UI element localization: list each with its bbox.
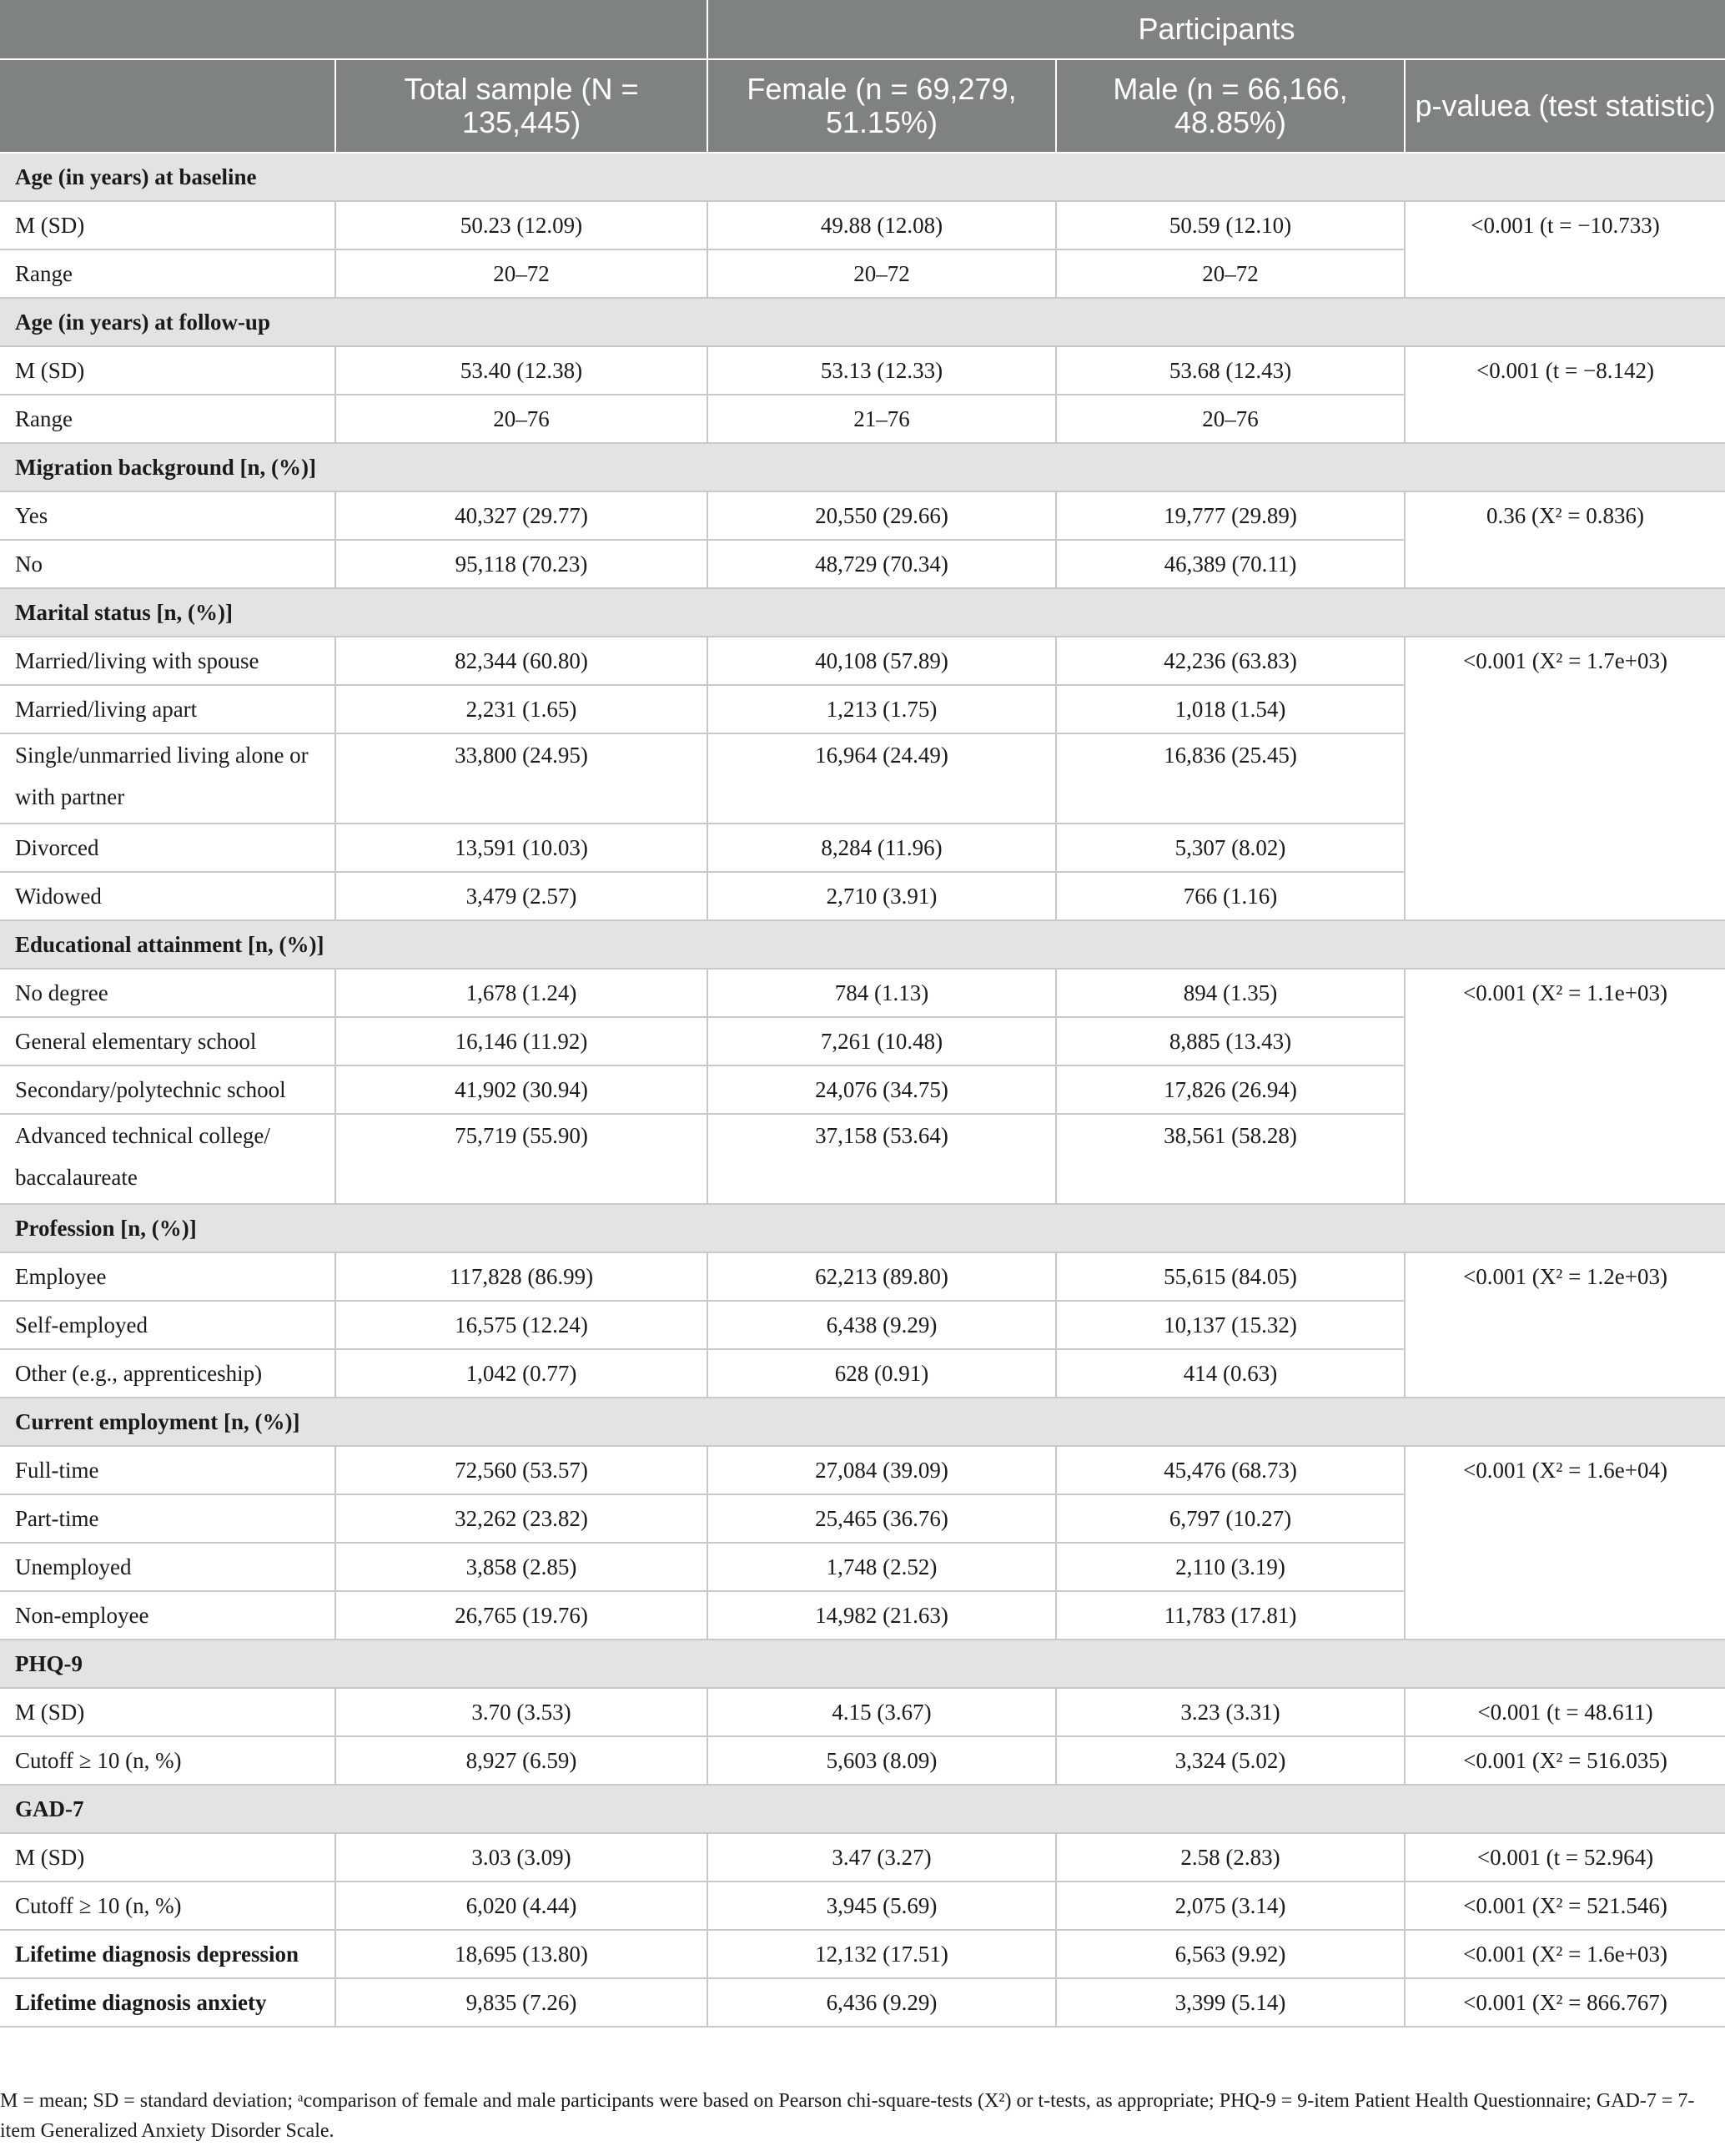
cell-total: 20–76 bbox=[335, 395, 707, 443]
table-row bbox=[0, 969, 1725, 1017]
cell-male: 6,563 (9.92) bbox=[1056, 1930, 1405, 1978]
cell-male: 414 (0.63) bbox=[1056, 1349, 1405, 1398]
table-body bbox=[0, 153, 1725, 2027]
cell-female: 3,945 (5.69) bbox=[707, 1881, 1056, 1930]
row-label: Unemployed bbox=[0, 1543, 335, 1591]
header-group-participants: Participants bbox=[707, 0, 1725, 59]
cell-male: 50.59 (12.10) bbox=[1056, 201, 1405, 249]
row-label: Secondary/polytechnic school bbox=[0, 1065, 335, 1114]
cell-female: 628 (0.91) bbox=[707, 1349, 1056, 1398]
cell-pvalue: <0.001 (X² = 521.546) bbox=[1405, 1881, 1725, 1930]
cell-male: 766 (1.16) bbox=[1056, 872, 1405, 920]
cell-female: 6,436 (9.29) bbox=[707, 1978, 1056, 2027]
row-label: Self-employed bbox=[0, 1301, 335, 1349]
cell-female: 21–76 bbox=[707, 395, 1056, 443]
header-col-label bbox=[0, 59, 335, 153]
cell-total: 6,020 (4.44) bbox=[335, 1881, 707, 1930]
cell-pvalue: <0.001 (X² = 516.035) bbox=[1405, 1736, 1725, 1785]
cell-male: 19,777 (29.89) bbox=[1056, 491, 1405, 540]
cell-male: 20–76 bbox=[1056, 395, 1405, 443]
cell-male: 45,476 (68.73) bbox=[1056, 1446, 1405, 1494]
row-label: Range bbox=[0, 249, 335, 298]
row-label: Cutoff ≥ 10 (n, %) bbox=[0, 1881, 335, 1930]
cell-female: 20–72 bbox=[707, 249, 1056, 298]
row-label: Cutoff ≥ 10 (n, %) bbox=[0, 1736, 335, 1785]
row-label: Married/living apart bbox=[0, 685, 335, 733]
header-col-male: Male (n = 66,166, 48.85%) bbox=[1056, 59, 1405, 153]
cell-female: 1,213 (1.75) bbox=[707, 685, 1056, 733]
section-title-phq9: PHQ-9 bbox=[0, 1640, 1725, 1688]
cell-male: 894 (1.35) bbox=[1056, 969, 1405, 1017]
table-row bbox=[0, 491, 1725, 540]
cell-female: 27,084 (39.09) bbox=[707, 1446, 1056, 1494]
cell-total: 32,262 (23.82) bbox=[335, 1494, 707, 1543]
cell-total: 16,575 (12.24) bbox=[335, 1301, 707, 1349]
row-label: Other (e.g., apprenticeship) bbox=[0, 1349, 335, 1398]
cell-male: 8,885 (13.43) bbox=[1056, 1017, 1405, 1065]
cell-female: 7,261 (10.48) bbox=[707, 1017, 1056, 1065]
table-row bbox=[0, 201, 1725, 249]
cell-total: 75,719 (55.90) bbox=[335, 1114, 707, 1204]
cell-male: 5,307 (8.02) bbox=[1056, 824, 1405, 872]
section-title-migration: Migration background [n, (%)] bbox=[0, 443, 1725, 491]
cell-total: 33,800 (24.95) bbox=[335, 733, 707, 824]
row-label: Single/unmarried living alone or with partner bbox=[0, 733, 335, 824]
cell-male: 16,836 (25.45) bbox=[1056, 733, 1405, 824]
cell-male: 10,137 (15.32) bbox=[1056, 1301, 1405, 1349]
cell-pvalue: <0.001 (X² = 866.767) bbox=[1405, 1978, 1725, 2027]
cell-pvalue: <0.001 (t = 52.964) bbox=[1405, 1833, 1725, 1881]
section-title-gad7: GAD-7 bbox=[0, 1785, 1725, 1833]
section-title-employment: Current employment [n, (%)] bbox=[0, 1398, 1725, 1446]
cell-total: 3.70 (3.53) bbox=[335, 1688, 707, 1736]
table-row bbox=[0, 1833, 1725, 1881]
cell-total: 117,828 (86.99) bbox=[335, 1252, 707, 1301]
cell-female: 37,158 (53.64) bbox=[707, 1114, 1056, 1204]
table-row bbox=[0, 637, 1725, 685]
cell-female: 53.13 (12.33) bbox=[707, 346, 1056, 395]
cell-male: 38,561 (58.28) bbox=[1056, 1114, 1405, 1204]
section-title-profession: Profession [n, (%)] bbox=[0, 1204, 1725, 1252]
cell-total: 95,118 (70.23) bbox=[335, 540, 707, 588]
table-row bbox=[0, 346, 1725, 395]
cell-female: 14,982 (21.63) bbox=[707, 1591, 1056, 1640]
cell-total: 1,678 (1.24) bbox=[335, 969, 707, 1017]
cell-pvalue: <0.001 (X² = 1.7e+03) bbox=[1405, 637, 1725, 920]
table-row bbox=[0, 1252, 1725, 1301]
cell-male: 3.23 (3.31) bbox=[1056, 1688, 1405, 1736]
cell-pvalue: <0.001 (t = 48.611) bbox=[1405, 1688, 1725, 1736]
cell-male: 53.68 (12.43) bbox=[1056, 346, 1405, 395]
cell-male: 2.58 (2.83) bbox=[1056, 1833, 1405, 1881]
cell-total: 3.03 (3.09) bbox=[335, 1833, 707, 1881]
section-title-age-baseline: Age (in years) at baseline bbox=[0, 153, 1725, 201]
section-header-row bbox=[0, 1398, 1725, 1446]
section-header-row bbox=[0, 298, 1725, 346]
table-footnote: M = mean; SD = standard deviation; ᵃcomparison of female and male participants were based on Pearson chi-square-tests (X²) or t-tests, as appropriate; PHQ-9 = 9-item Patient Health Questionnaire; GAD-7 = 7-item Generalized Anxiety Disorder Scale. bbox=[0, 2090, 1695, 2142]
section-title-age-followup: Age (in years) at follow-up bbox=[0, 298, 1725, 346]
cell-total: 16,146 (11.92) bbox=[335, 1017, 707, 1065]
cell-male: 6,797 (10.27) bbox=[1056, 1494, 1405, 1543]
cell-male: 2,075 (3.14) bbox=[1056, 1881, 1405, 1930]
section-title-marital: Marital status [n, (%)] bbox=[0, 588, 1725, 637]
section-header-row bbox=[0, 153, 1725, 201]
cell-female: 40,108 (57.89) bbox=[707, 637, 1056, 685]
cell-female: 1,748 (2.52) bbox=[707, 1543, 1056, 1591]
row-label: Lifetime diagnosis depression bbox=[0, 1930, 335, 1978]
cell-pvalue: <0.001 (X² = 1.6e+03) bbox=[1405, 1930, 1725, 1978]
cell-male: 2,110 (3.19) bbox=[1056, 1543, 1405, 1591]
row-label: Part-time bbox=[0, 1494, 335, 1543]
section-header-row bbox=[0, 588, 1725, 637]
cell-female: 62,213 (89.80) bbox=[707, 1252, 1056, 1301]
cell-male: 20–72 bbox=[1056, 249, 1405, 298]
cell-male: 42,236 (63.83) bbox=[1056, 637, 1405, 685]
cell-total: 3,479 (2.57) bbox=[335, 872, 707, 920]
cell-female: 5,603 (8.09) bbox=[707, 1736, 1056, 1785]
cell-male: 55,615 (84.05) bbox=[1056, 1252, 1405, 1301]
cell-female: 25,465 (36.76) bbox=[707, 1494, 1056, 1543]
cell-pvalue: <0.001 (X² = 1.1e+03) bbox=[1405, 969, 1725, 1204]
section-header-row bbox=[0, 443, 1725, 491]
cell-female: 6,438 (9.29) bbox=[707, 1301, 1056, 1349]
section-header-row bbox=[0, 920, 1725, 969]
cell-total: 82,344 (60.80) bbox=[335, 637, 707, 685]
cell-total: 20–72 bbox=[335, 249, 707, 298]
cell-total: 26,765 (19.76) bbox=[335, 1591, 707, 1640]
row-label: Full-time bbox=[0, 1446, 335, 1494]
cell-total: 9,835 (7.26) bbox=[335, 1978, 707, 2027]
header-col-total: Total sample (N = 135,445) bbox=[335, 59, 707, 153]
row-label: Advanced technical college/ baccalaureate bbox=[0, 1114, 335, 1204]
row-label: M (SD) bbox=[0, 201, 335, 249]
table-row bbox=[0, 1688, 1725, 1736]
row-label: Non-employee bbox=[0, 1591, 335, 1640]
row-label: Range bbox=[0, 395, 335, 443]
cell-male: 17,826 (26.94) bbox=[1056, 1065, 1405, 1114]
row-label: M (SD) bbox=[0, 346, 335, 395]
cell-female: 16,964 (24.49) bbox=[707, 733, 1056, 824]
table-header bbox=[0, 0, 1725, 153]
cell-total: 1,042 (0.77) bbox=[335, 1349, 707, 1398]
table-row bbox=[0, 1881, 1725, 1930]
cell-total: 13,591 (10.03) bbox=[335, 824, 707, 872]
cell-total: 40,327 (29.77) bbox=[335, 491, 707, 540]
cell-female: 2,710 (3.91) bbox=[707, 872, 1056, 920]
cell-male: 1,018 (1.54) bbox=[1056, 685, 1405, 733]
cell-female: 12,132 (17.51) bbox=[707, 1930, 1056, 1978]
section-title-education: Educational attainment [n, (%)] bbox=[0, 920, 1725, 969]
row-label: M (SD) bbox=[0, 1688, 335, 1736]
row-label: Yes bbox=[0, 491, 335, 540]
section-header-row bbox=[0, 1785, 1725, 1833]
cell-male: 3,399 (5.14) bbox=[1056, 1978, 1405, 2027]
cell-female: 49.88 (12.08) bbox=[707, 201, 1056, 249]
cell-total: 2,231 (1.65) bbox=[335, 685, 707, 733]
cell-female: 20,550 (29.66) bbox=[707, 491, 1056, 540]
cell-pvalue: <0.001 (t = −8.142) bbox=[1405, 346, 1725, 443]
cell-total: 53.40 (12.38) bbox=[335, 346, 707, 395]
header-blank bbox=[0, 0, 707, 59]
cell-total: 41,902 (30.94) bbox=[335, 1065, 707, 1114]
cell-female: 3.47 (3.27) bbox=[707, 1833, 1056, 1881]
section-header-row bbox=[0, 1204, 1725, 1252]
cell-total: 72,560 (53.57) bbox=[335, 1446, 707, 1494]
row-label: Widowed bbox=[0, 872, 335, 920]
cell-male: 46,389 (70.11) bbox=[1056, 540, 1405, 588]
cell-male: 11,783 (17.81) bbox=[1056, 1591, 1405, 1640]
section-header-row bbox=[0, 1640, 1725, 1688]
table-row bbox=[0, 1736, 1725, 1785]
table-row bbox=[0, 1978, 1725, 2027]
cell-total: 3,858 (2.85) bbox=[335, 1543, 707, 1591]
cell-pvalue: <0.001 (X² = 1.2e+03) bbox=[1405, 1252, 1725, 1398]
header-col-female: Female (n = 69,279, 51.15%) bbox=[707, 59, 1056, 153]
cell-female: 4.15 (3.67) bbox=[707, 1688, 1056, 1736]
cell-female: 24,076 (34.75) bbox=[707, 1065, 1056, 1114]
row-label: No bbox=[0, 540, 335, 588]
cell-pvalue: <0.001 (t = −10.733) bbox=[1405, 201, 1725, 298]
cell-total: 18,695 (13.80) bbox=[335, 1930, 707, 1978]
row-label: No degree bbox=[0, 969, 335, 1017]
table-row bbox=[0, 1446, 1725, 1494]
cell-pvalue: 0.36 (X² = 0.836) bbox=[1405, 491, 1725, 588]
cell-total: 8,927 (6.59) bbox=[335, 1736, 707, 1785]
cell-female: 48,729 (70.34) bbox=[707, 540, 1056, 588]
row-label: Married/living with spouse bbox=[0, 637, 335, 685]
header-col-pvalue: p-valuea (test statistic) bbox=[1405, 59, 1725, 153]
row-label: Employee bbox=[0, 1252, 335, 1301]
row-label: Divorced bbox=[0, 824, 335, 872]
cell-female: 784 (1.13) bbox=[707, 969, 1056, 1017]
row-label: M (SD) bbox=[0, 1833, 335, 1881]
row-label: Lifetime diagnosis anxiety bbox=[0, 1978, 335, 2027]
row-label: General elementary school bbox=[0, 1017, 335, 1065]
table-row bbox=[0, 1930, 1725, 1978]
cell-male: 3,324 (5.02) bbox=[1056, 1736, 1405, 1785]
cell-pvalue: <0.001 (X² = 1.6e+04) bbox=[1405, 1446, 1725, 1640]
cell-female: 8,284 (11.96) bbox=[707, 824, 1056, 872]
cell-total: 50.23 (12.09) bbox=[335, 201, 707, 249]
